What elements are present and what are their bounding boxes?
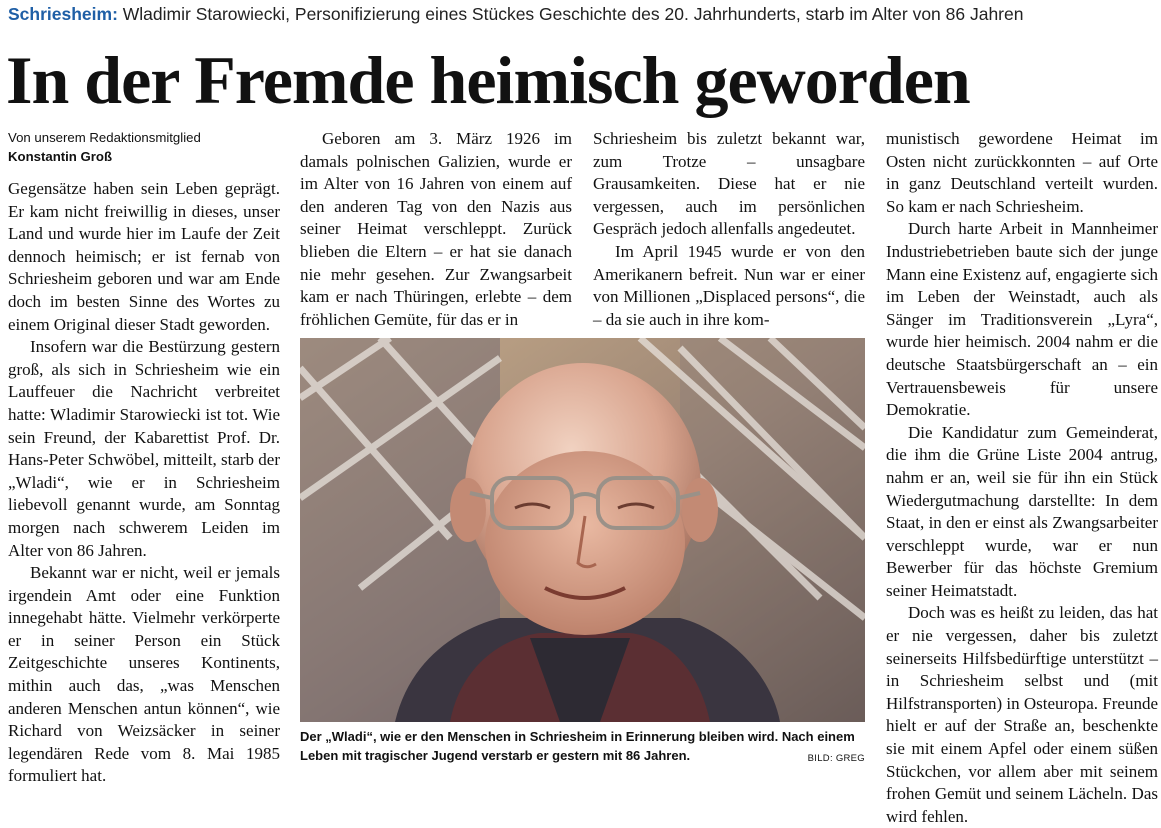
- paragraph: Doch was es heißt zu leiden, das hat er nie vergessen, daher bis zuletzt seinerseits Hilfsbedürftige unterstützt – in Schriesheim selbst und (mit Hilfstransporten) in Osteuropa. Freunde hielt er auf der Straße an, beschenkte sie mit einem Apfel oder einem süßen Stückchen, vor allem aber mit seinem frohen Gemüt und seinem Lächeln. Das wird fehlen.: [886, 603, 1158, 826]
- kicker-place: Schriesheim:: [8, 4, 118, 24]
- kicker-text: Wladimir Starowiecki, Personifizierung eines Stückes Geschichte des 20. Jahrhunderts, starb im Alter von 86 Jahren: [122, 4, 1024, 24]
- paragraph: Die Kandidatur zum Gemeinderat, die ihm die Grüne Liste 2004 antrug, nahm er an, weil sie für ihn ein Stück Wiedergutmachung darstellte: In dem Staat, in den er einst als Zwangsarbeiter verschleppt wurde, war er nun Bewerber für das höchste Gremium seiner Heimatstadt.: [886, 422, 1158, 600]
- paragraph: Durch harte Arbeit in Mannheimer Industriebetrieben baute sich der junge Mann eine Existenz auf, engagierte sich im Leben der Weinstadt, auch als Sänger im Traditionsverein „Lyra“, wurde hier heimisch. 2004 nahm er die deutsche Staatsbürgerschaft an – ein Vertrauensbeweis für unsere Demokratie.: [886, 219, 1158, 420]
- article-column-1: [8, 128, 280, 788]
- portrait-photo: [300, 338, 865, 722]
- photo-caption: [300, 727, 865, 768]
- byline-intro: Von unserem Redaktionsmitglied: [8, 130, 201, 145]
- paragraph: Bekannt war er nicht, weil er jemals irgendein Amt oder eine Funktion innegehabt hätte. Vielmehr verkörperte er in seiner Person ein Stück Zeitgeschichte unseres Kontinents, mithin auch das, „was Menschen anderen Menschen antun können“, wie Richard von Weizsäcker in seiner legendären Rede vom 8. Mai 1985 formuliert hat.: [8, 563, 280, 786]
- paragraph: munistisch gewordene Heimat im Osten nicht zurückkonnten – auf Orte in ganz Deutschland verteilt wurden. So kam er nach Schriesheim.: [886, 129, 1158, 216]
- article-column-4: [886, 128, 1158, 828]
- kicker-line: [8, 4, 1158, 25]
- paragraph: Schriesheim bis zuletzt bekannt war, zum Trotze – unsagbare Grausamkeiten. Diese hat er nie vergessen, auch im persönlichen Gespräch jedoch allenfalls angedeutet.: [593, 129, 865, 239]
- byline-author: Konstantin Groß: [8, 149, 113, 164]
- headline: In der Fremde heimisch geworden: [6, 42, 970, 118]
- paragraph: Geboren am 3. März 1926 im damals polnischen Galizien, wurde er im Alter von 16 Jahren von einem auf den anderen Tag von den Nazis aus seiner Heimat verschleppt. Zurück blieben die Eltern – er hat sie danach nie mehr gesehen. Zur Zwangsarbeit kam er nach Thüringen, erlebte – dem fröhlichen Gemüte, für das er in: [300, 129, 572, 329]
- portrait-illustration: [300, 338, 865, 722]
- paragraph: Gegensätze haben sein Leben geprägt. Er kam nicht freiwillig in dieses, unser Land und wurde hier im Laufe der Zeit dennoch heimisch; er ist fernab von Schriesheim geboren und war am Ende doch im besten Sinne des Wortes zu einem Original dieser Stadt geworden.: [8, 179, 280, 334]
- paragraph: Im April 1945 wurde er von den Amerikanern befreit. Nun war er einer von Millionen „Displaced persons“, die – da sie auch in ihre kom-: [593, 241, 865, 329]
- photo-caption-text: Der „Wladi“, wie er den Menschen in Schriesheim in Erinnerung bleiben wird. Nach einem Leben mit tragischer Jugend verstarb er gestern mit 86 Jahren.: [300, 729, 855, 763]
- byline: [8, 128, 280, 166]
- article-column-2: [300, 128, 572, 331]
- paragraph: Insofern war die Bestürzung gestern groß, als sich in Schriesheim wie ein Lauffeuer die Nachricht verbreitet hatte: Wladimir Starowiecki ist tot. Wie sein Freund, der Kabarettist Prof. Dr. Hans-Peter Schwöbel, mitteilt, starb der „Wladi“, wie er in Schriesheim liebevoll genannt wurde, am Sonntag morgen nach schwerem Leiden im Alter von 86 Jahren.: [8, 337, 280, 560]
- photo-credit: BILD: GREG: [807, 753, 865, 764]
- article-column-3: [593, 128, 865, 331]
